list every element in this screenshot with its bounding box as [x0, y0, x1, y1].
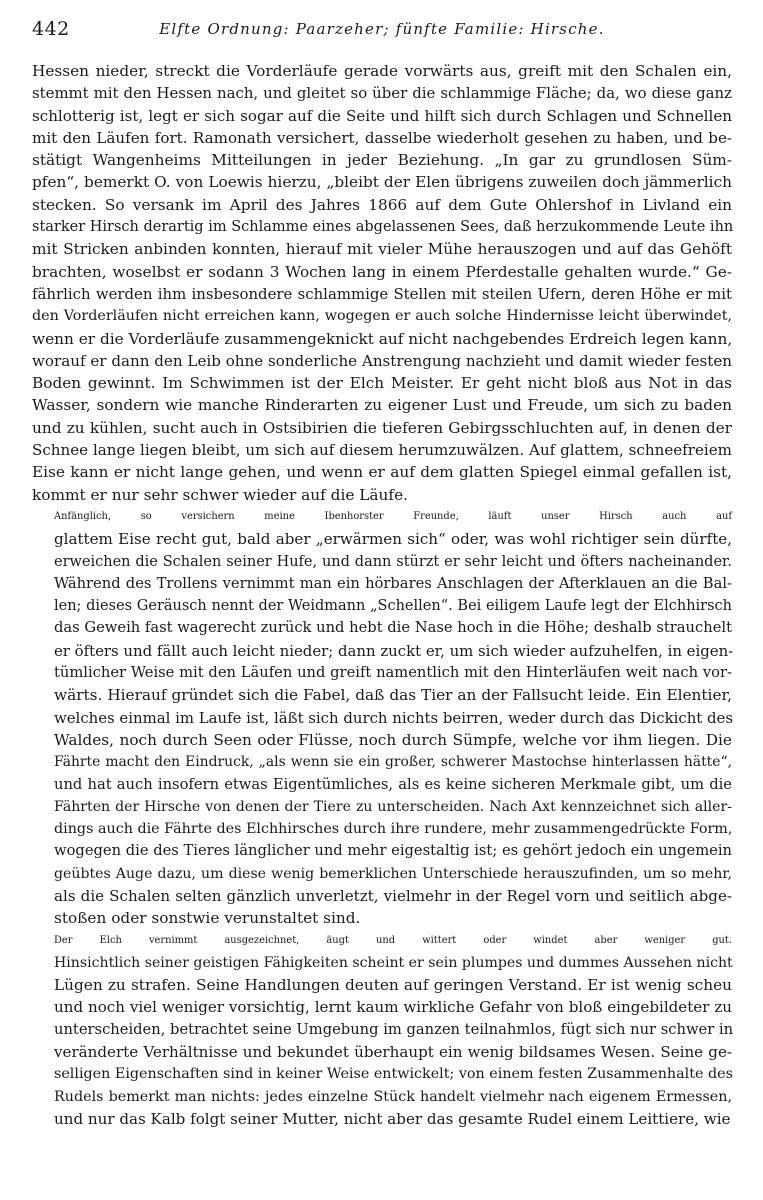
text-line: welches einmal im Laufe ist, läßt sich durch nichts beirren, weder durch das Dickicht des [54, 708, 734, 727]
text-line: wärts. Hierauf gründet sich die Fabel, daß das Tier an der Fallsucht leide. Ein Elentier, [54, 686, 732, 705]
text-line: schlotterig ist, legt er sich sogar auf die Seite und hilft sich durch Schlagen und Schnellen [32, 106, 732, 125]
text-line: starker Hirsch derartig im Schlamme eines abgelassenen Sees, daß herzukommende Leute ihn [32, 219, 734, 236]
text-line: Boden gewinnt. Im Schwimmen ist der Elch Meister. Er geht nicht bloß aus Not in das [32, 374, 732, 393]
text-line: stoßen oder sonstwie verunstaltet sind. [54, 909, 361, 928]
page-header [32, 16, 732, 44]
text-line: len; dieses Geräusch nennt der Weidmann „Schellen“. Bei eiligem Laufe legt der Elchhirsch [54, 598, 732, 615]
paragraph [32, 506, 732, 930]
paragraph [32, 60, 732, 506]
text-line: mit Stricken anbinden konnten, hierauf mit vieler Mühe herauszogen und auf das Gehöft [32, 240, 732, 259]
text-line: worauf er dann den Leib ohne sonderliche Anstrengung nachzieht und damit wieder festen [32, 351, 732, 370]
text-line: selligen Eigenschaften sind in keiner Weise entwickelt; von einem festen Zusammenhalte des [54, 1066, 733, 1083]
text-line: Anfänglich, so versichern meine Ibenhorster Freunde, läuft unser Hirsch auch auf [54, 510, 732, 522]
text-line: Wasser, sondern wie manche Rinderarten zu eigener Lust und Freude, um sich zu baden [32, 396, 732, 415]
text-line: das Geweih fast wagerecht zurück und hebt die Nase hoch in die Höhe; deshalb strauchelt [54, 619, 732, 637]
text-line: wenn er die Vorderläufe zusammengeknickt auf nicht nachgebendes Erdreich legen kann, [32, 329, 733, 348]
text-line: Hinsichtlich seiner geistigen Fähigkeiten scheint er sein plumpes und dummes Aussehen nicht [54, 954, 733, 971]
text-line: wogegen die des Tieres länglicher und mehr eigestaltig ist; es gehört jedoch ein ungemein [54, 842, 732, 860]
text-line: fährlich werden ihm insbesondere schlammige Stellen mit steilen Ufern, deren Höhe er mit [32, 284, 732, 303]
text-line: dings auch die Fährte des Elchhirsches durch ihre rundere, mehr zusammengedrückte Form, [54, 821, 733, 838]
text-line: Eise kann er nicht lange gehen, und wenn er auf dem glatten Spiegel einmal gefallen ist, [32, 463, 732, 482]
text-line: erweichen die Schalen seiner Hufe, und dann stürzt er sehr leicht und öfters nacheinander. [54, 553, 732, 570]
text-line: glattem Eise recht gut, bald aber „erwärmen sich“ oder, was wohl richtiger sein dürfte, [54, 530, 732, 549]
text-line: Während des Trollens vernimmt man ein hörbares Anschlagen der Afterklauen an die Bal- [54, 574, 732, 592]
text-line: Der Elch vernimmt ausgezeichnet, äugt und wittert oder windet aber weniger gut. [54, 934, 732, 946]
text-line: Waldes, noch durch Seen oder Flüsse, noch durch Sümpfe, welche vor ihm liegen. Die [54, 730, 732, 749]
text-line: und hat auch insofern etwas Eigentümliches, als es keine sicheren Merkmale gibt, um die [54, 775, 732, 793]
text-line: unterscheiden, betrachtet seine Umgebung im ganzen teilnahmlos, fügt sich nur schwer in [54, 1020, 734, 1038]
text-line: brachten, woselbst er sodann 3 Wochen lang in einem Pferdestalle gehalten wurde.“ Ge- [32, 262, 732, 281]
page-number: 442 [32, 18, 70, 40]
text-line: und zu kühlen, sucht auch in Ostsibirien die tieferen Gebirgsschluchten auf, in denen der [32, 418, 732, 437]
running-head: Elfte Ordnung: Paarzeher; fünfte Familie: Hirsche. [159, 20, 605, 38]
text-line: Hessen nieder, streckt die Vorderläufe gerade vorwärts aus, greift mit den Schalen ein, [32, 62, 732, 80]
text-line: tümlicher Weise mit den Läufen und greift namentlich mit den Hinterläufen weit nach vor- [54, 664, 732, 682]
text-line: stätigt Wangenheims Mitteilungen in jeder Beziehung. „In gar zu grundlosen Süm- [32, 151, 732, 170]
text-line: er öfters und fällt auch leicht nieder; dann zuckt er, um sich wieder aufzuhelfen, in eigen- [54, 641, 734, 660]
text-line: stecken. So versank im April des Jahres 1866 auf dem Gute Ohlershof in Livland ein [32, 195, 732, 214]
text-line: veränderte Verhältnisse und bekundet überhaupt ein wenig bildsames Wesen. Seine ge- [54, 1043, 732, 1062]
text-line: und noch viel weniger vorsichtig, lernt kaum wirkliche Gefahr von bloß eingebildeter zu [54, 998, 732, 1017]
text-line: Fährten der Hirsche von denen der Tiere zu unterscheiden. Nach Axt kennzeichnet sich aller- [54, 798, 732, 815]
paragraph [32, 930, 732, 1131]
text-line: mit den Läufen fort. Ramonath versichert, dasselbe wiederholt gesehen zu haben, und be- [32, 128, 732, 147]
text-line: als die Schalen selten gänzlich unverletzt, vielmehr in der Regel vorn und seitlich abge- [54, 886, 732, 905]
text-line: Rudels bemerkt man nichts: jedes einzelne Stück handelt vielmehr nach eigenem Ermessen, [54, 1088, 732, 1105]
body-text [32, 60, 732, 1130]
text-line: geübtes Auge dazu, um diese wenig bemerklichen Unterschiede herauszufinden, um so mehr, [54, 865, 732, 882]
text-line: den Vorderläufen nicht erreichen kann, wogegen er auch solche Hindernisse leicht überwindet, [32, 308, 732, 325]
text-line: und nur das Kalb folgt seiner Mutter, nicht aber das gesamte Rudel einem Leittiere, wie [54, 1109, 731, 1128]
text-line: kommt er nur sehr schwer wieder auf die Läufe. [32, 485, 408, 504]
text-line: Lügen zu strafen. Seine Handlungen deuten auf geringen Verstand. Er ist wenig scheu [54, 976, 732, 995]
text-line: stemmt mit den Hessen nach, und gleitet so über die schlammige Fläche; da, wo diese ganz [32, 84, 732, 103]
text-line: Schnee lange liegen bleibt, um sich auf diesem herumzuwälzen. Auf glattem, schneefreiem [32, 441, 732, 460]
text-line: pfen“, bemerkt O. von Loewis hierzu, „bleibt der Elen übrigens zuweilen doch jämmerlich [32, 173, 732, 192]
text-line: Fährte macht den Eindruck, „als wenn sie ein großer, schwerer Mastochse hinterlassen hätte“, [54, 754, 732, 771]
